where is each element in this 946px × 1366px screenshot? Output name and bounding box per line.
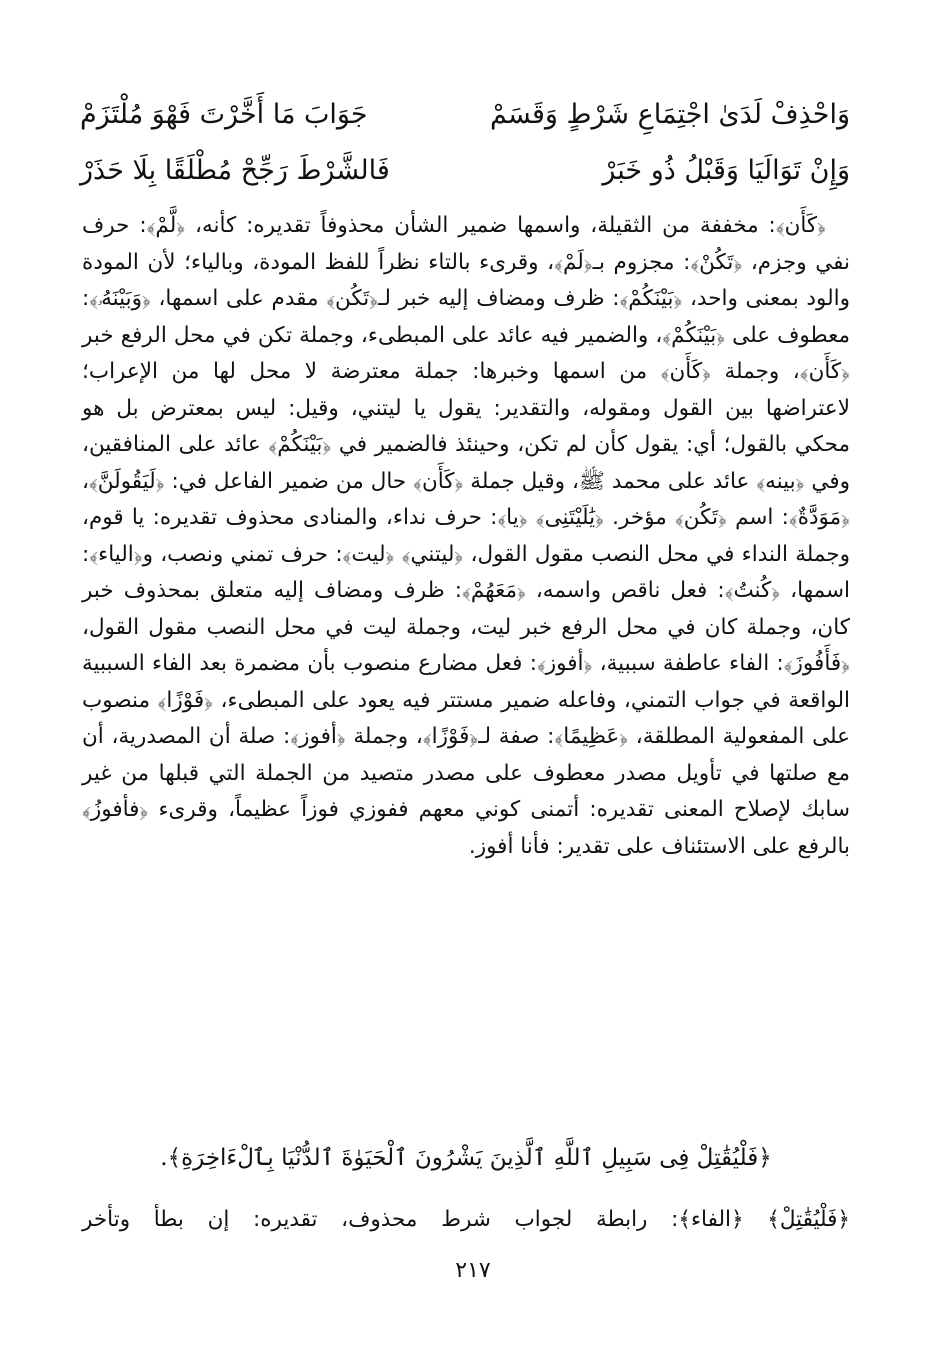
verse-line-1	[80, 86, 850, 142]
verse-line-2	[80, 142, 850, 198]
commentary-paragraph: ﴿كَأَن﴾: مخففة من الثقيلة، واسمها ضمير الشأن محذوفاً تقديره: كأنه، ﴿لَّمْ﴾: حرف نفي وجزم، ﴿تَكُنْ﴾: مجزوم بـ﴿لَمْ﴾، وقرىء بالتاء نظراً للفظ المودة، وبالياء؛ لأن المودة والود بمعنى واحد، ﴿بَيْنَكُمْ﴾: ظرف ومضاف إليه خبر لـ﴿تَكُن﴾ مقدم على اسمها، ﴿وَبَيْنَهُۥ﴾: معطوف على ﴿بَيْنَكُمْ﴾، والضمير فيه عائد على المبطىء، وجملة تكن في محل الرفع خبر ﴿كَأَن﴾، وجملة ﴿كَأَن﴾ من اسمها وخبرها: جملة معترضة لا محل لها من الإعراب؛ لاعتراضها بين القول ومقوله، والتقدير: يقول يا ليتني، وقيل: ليس بمعترض بل هو محكي بالقول؛ أي: يقول كأن لم تكن، وحينئذ فالضمير في ﴿بَيْنَكُمْ﴾ عائد على المنافقين، وفي ﴿بينه﴾ عائد على محمد ﷺ، وقيل جملة ﴿كَأَن﴾ حال من ضمير الفاعل في: ﴿لَيَقُولَنَّ﴾، ﴿مَوَدَّةٌ﴾: اسم ﴿تَكُن﴾ مؤخر. ﴿يَٰلَيْتَنِى﴾ ﴿يا﴾: حرف نداء، والمنادى محذوف تقديره: يا قوم، وجملة النداء في محل النصب مقول القول، ﴿ليتني﴾ ﴿ليت﴾: حرف تمني ونصب، و﴿الياء﴾: اسمها، ﴿كُنتُ﴾: فعل ناقص واسمه، ﴿مَعَهُمْ﴾: ظرف ومضاف إليه متعلق بمحذوف خبر كان، وجملة كان في محل الرفع خبر ليت، وجملة ليت في محل النصب مقول القول، ﴿فَأَفُوزَ﴾: الفاء عاطفة سببية، ﴿أفوز﴾: فعل مضارع منصوب بأن مضمرة بعد الفاء السببية الواقعة في جواب التمني، وفاعله ضمير مستتر فيه يعود على المبطىء، ﴿فَوْزًا﴾ منصوب على المفعولية المطلقة، ﴿عَظِيمًا﴾: صفة لـ﴿فَوْزًا﴾، وجملة ﴿أفوز﴾: صلة أن المصدرية، أن مع صلتها في تأويل مصدر معطوف على مصدر متصيد من الجملة التي قبلها من غير سابك لإصلاح المعنى تقديره: أتمنى كوني معهم ففوزي فوزاً عظيماً، وقرىء ﴿فأفوزُ﴾ بالرفع على الاستئناف على تقدير: فأنا أفوز.	[82, 213, 850, 859]
verse-2-second-hemistich: فَالشَّرْطَ رَجِّحْ مُطْلَقًا بِلَا حَذَرْ	[80, 154, 390, 186]
quran-verse: ﴿فَلْيُقَٰتِلْ فِى سَبِيلِ ٱللَّهِ ٱلَّذِينَ يَشْرُونَ ٱلْحَيَوٰةَ ٱلدُّنْيَا بِٱلْءَاخِرَةِ﴾.	[160, 1145, 772, 1171]
verse-1-second-hemistich: جَوَابَ مَا أَخَّرْتَ فَهْوَ مُلْتَزَمْ	[80, 98, 368, 130]
verse-1-first-hemistich: وَاحْذِفْ لَدَىٰ اجْتِمَاعِ شَرْطٍ وَقَسَمْ	[489, 98, 850, 130]
commentary-continuation: ﴿فَلْيُقَٰتِلْ﴾ ﴿الفاء﴾: رابطة لجواب شرط محذوف، تقديره: إن بطأ وتأخر	[82, 1207, 850, 1232]
verse-2-first-hemistich: وَإِنْ تَوَالَيَا وَقَبْلُ ذُو خَبَرْ	[602, 154, 850, 186]
page-number: ٢١٧	[455, 1258, 491, 1283]
poetry-verses	[80, 86, 850, 198]
grammar-commentary	[82, 208, 850, 865]
